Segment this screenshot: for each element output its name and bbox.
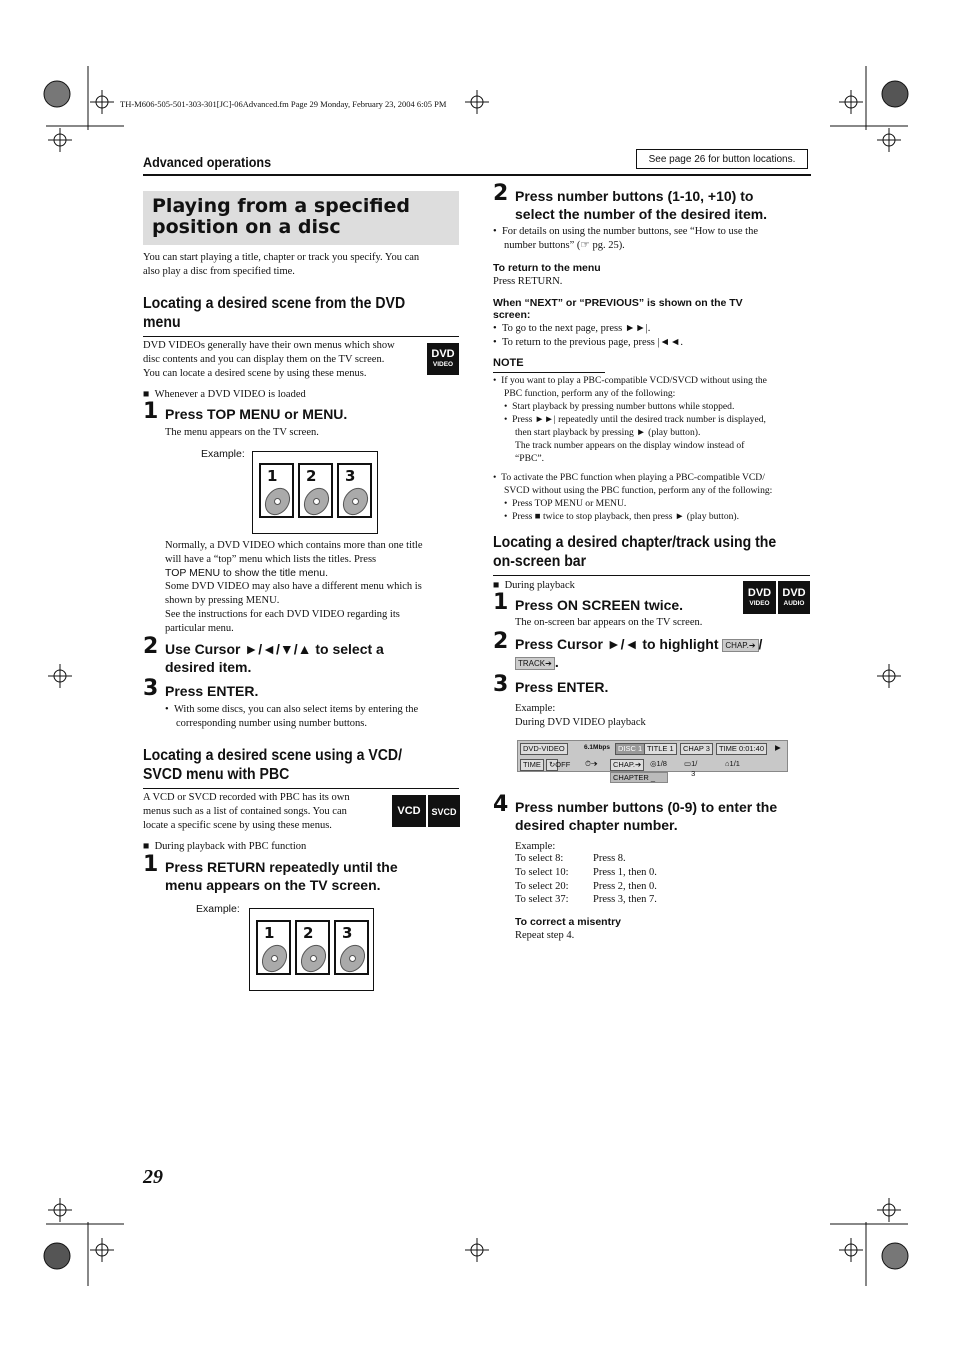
correct-text: Repeat step 4. bbox=[515, 930, 575, 941]
sec1-step1: Press TOP MENU or MENU. bbox=[165, 406, 348, 422]
menu-card: 1 bbox=[256, 920, 291, 975]
step-number: 3 bbox=[493, 672, 509, 697]
right-step2: Press number buttons (1-10, +10) to select the number of the desired item. bbox=[515, 188, 768, 222]
sec3-example: Example: During DVD VIDEO playback bbox=[515, 703, 646, 728]
step-number: 2 bbox=[143, 634, 159, 659]
step-number: 2 bbox=[493, 181, 509, 206]
dvd-video-badge: DVD VIDEO bbox=[427, 343, 459, 375]
disc-icon bbox=[338, 483, 373, 520]
menu-card: 1 bbox=[259, 463, 294, 518]
disc-icon bbox=[299, 483, 334, 520]
step-number: 4 bbox=[493, 792, 509, 817]
sec1-step3-bullet: • With some discs, you can also select items by entering the corresponding number using number buttons. bbox=[165, 704, 419, 729]
sec3-step4: Press number buttons (0-9) to enter the desired chapter number. bbox=[515, 799, 778, 833]
next-bullets: • To go to the next page, press ►►|. • To return to the previous page, press |◄◄. bbox=[493, 323, 684, 348]
header-rule bbox=[143, 174, 811, 176]
right-step2-bullet: • For details on using the number buttons, see “How to use the number buttons” (☞ pg. 25). bbox=[493, 226, 758, 251]
dvd-video-badge: DVD VIDEO bbox=[743, 581, 776, 614]
sec1-rule bbox=[143, 336, 459, 337]
page-title: Playing from a specified position on a disc bbox=[143, 191, 459, 245]
sec3-step1-sub: The on-screen bar appears on the TV screen. bbox=[515, 617, 703, 628]
step-number: 1 bbox=[143, 399, 159, 424]
next-heading: When “NEXT” or “PREVIOUS” is shown on the TV screen: bbox=[493, 297, 743, 321]
sec1-condition: ■ Whenever a DVD VIDEO is loaded bbox=[143, 389, 306, 400]
disc-icon bbox=[260, 483, 295, 520]
step-number: 1 bbox=[143, 852, 159, 877]
select-table bbox=[515, 852, 657, 907]
file-line: TH-M606-505-501-303-301[JC]-06Advanced.fm Page 29 Monday, February 23, 2004 6:05 PM bbox=[120, 99, 447, 109]
sec1-para: Normally, a DVD VIDEO which contains more than one title will have a “top” menu which lists the titles. Press TOP MENU to show the title menu. Some DVD VIDEO may also have a different menu which is shown by pressing MENU. See the instructions for each DVD VIDEO regarding its particular menu. bbox=[165, 540, 423, 634]
return-text: Press RETURN. bbox=[493, 276, 563, 287]
menu-card: 3 bbox=[334, 920, 369, 975]
example-label: Example: bbox=[196, 903, 240, 915]
sec3-step1: Press ON SCREEN twice. bbox=[515, 597, 684, 613]
table-row: To select 37: Press 3, then 7. bbox=[515, 894, 657, 906]
sec3-step3: Press ENTER. bbox=[515, 679, 609, 695]
sec3-step2: Press Cursor ►/◄ to highlight CHAP.➔ / TRACK➔ . bbox=[515, 636, 763, 670]
sec2-rule bbox=[143, 788, 459, 789]
return-heading: To return to the menu bbox=[493, 262, 601, 274]
sec2-heading: Locating a desired scene using a VCD/ SVCD menu with PBC bbox=[143, 747, 402, 783]
table-label: Example: bbox=[515, 841, 556, 852]
disc-icon bbox=[257, 940, 292, 977]
sec1-step3: Press ENTER. bbox=[165, 683, 259, 699]
sec1-step2: Use Cursor ►/◄/▼/▲ to select a desired item. bbox=[165, 641, 384, 675]
svcd-badge: SVCD bbox=[428, 795, 460, 827]
see-page-box: See page 26 for button locations. bbox=[636, 149, 808, 169]
menu-example bbox=[249, 908, 374, 991]
sec2-body: A VCD or SVCD recorded with PBC has its own menus such as a list of contained songs. You can locate a specific scene by using these menus. bbox=[143, 792, 350, 831]
table-row: To select 8: Press 8. bbox=[515, 853, 626, 864]
track-button: TRACK➔ bbox=[515, 657, 555, 670]
step-number: 1 bbox=[493, 590, 509, 615]
note-list: • If you want to play a PBC-compatible VCD/SVCD without using the PBC function, perform any of the following: • Start playback by pressing number buttons while stopped. • Press ►►| repeatedly until the desired track number is displayed, then start playback by pressing ► (play button). The track number appears on the display window instead of “PBC”. • To activate the PBC function when playing a PBC-compatible VCD/ SVCD without using the PBC function, perform any of the following: • Press TOP MENU or MENU. • Press ■ twice to stop playback, then press ► (play button). bbox=[493, 375, 773, 522]
sec3-rule bbox=[493, 575, 810, 576]
on-screen-bar: DVD-VIDEO 6.1Mbps DISC 1 TITLE 1 CHAP 3 TIME 0:01:40 ▶ TIME ↻ OFF ⏱➔ CHAP.➔ ◎ 1/8 ▭ 1/ 3 ⌂ 1/1 bbox=[517, 740, 788, 772]
sec3-heading: Locating a desired chapter/track using the on-screen bar bbox=[493, 534, 777, 570]
vcd-badge: VCD bbox=[392, 795, 426, 827]
sec2-condition: ■ During playback with PBC function bbox=[143, 841, 307, 852]
sec1-body: DVD VIDEOs generally have their own menus which show disc contents and you can display them on the TV screen. You can locate a desired scene by using these menus. bbox=[143, 340, 395, 379]
table-row: To select 10: Press 1, then 0. bbox=[515, 866, 657, 878]
section-label: Advanced operations bbox=[143, 154, 272, 170]
disc-icon bbox=[296, 940, 331, 977]
timer-icon: ⏱➔ bbox=[585, 759, 598, 768]
menu-card: 2 bbox=[295, 920, 330, 975]
menu-card: 3 bbox=[337, 463, 372, 518]
sec2-step1: Press RETURN repeatedly until the menu appears on the TV screen. bbox=[165, 859, 398, 893]
dvd-audio-badge: DVD AUDIO bbox=[778, 581, 810, 614]
sec1-heading: Locating a desired scene from the DVD menu bbox=[143, 295, 406, 331]
menu-example bbox=[252, 451, 378, 534]
step-number: 2 bbox=[493, 629, 509, 654]
table-row: To select 20: Press 2, then 0. bbox=[515, 880, 657, 892]
chapter-entry: CHAPTER _ bbox=[610, 772, 668, 783]
step-number: 3 bbox=[143, 676, 159, 701]
page-number: 29 bbox=[143, 1166, 163, 1188]
sec3-condition: ■ During playback bbox=[493, 580, 575, 591]
note-heading: NOTE bbox=[493, 357, 524, 369]
disc-icon bbox=[335, 940, 370, 977]
chap-button: CHAP.➔ bbox=[722, 639, 758, 652]
play-arrow-icon: ▶ bbox=[775, 743, 781, 752]
sec1-step1-sub: The menu appears on the TV screen. bbox=[165, 427, 319, 438]
intro-text: You can start playing a title, chapter or track you specify. You can also play a disc from specified time. bbox=[143, 252, 420, 277]
note-rule bbox=[493, 372, 605, 373]
menu-card: 2 bbox=[298, 463, 333, 518]
example-label: Example: bbox=[201, 448, 245, 460]
correct-heading: To correct a misentry bbox=[515, 916, 622, 928]
